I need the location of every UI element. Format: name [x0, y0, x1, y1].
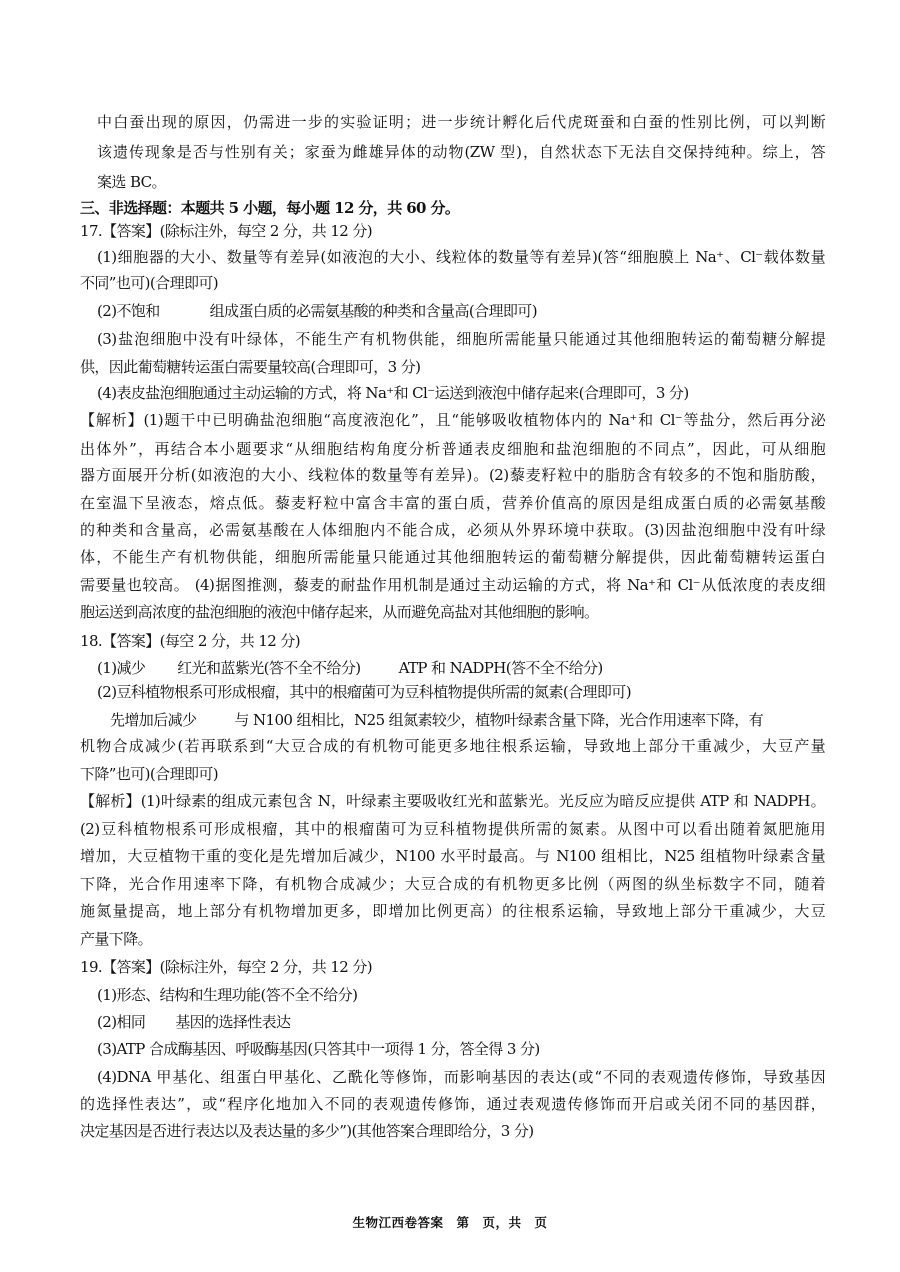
- section-heading: 三、非选择题：本题共 5 小题，每小题 12 分，共 60 分。: [80, 199, 460, 217]
- text-line: (1)细胞器的大小、数量等有差异(如液泡的大小、线粒体的数量等有差异)(答“细胞膜上 Na⁺、Cl⁻载体数量: [97, 248, 825, 266]
- analysis-line: 器方面展开分析(如液泡的大小、线粒体的数量等有差异)。(2)藜麦籽粒中的脂肪含有较多的不饱和脂肪酸，: [80, 466, 825, 484]
- answer-line: [97, 301, 537, 321]
- analysis-line: 体，不能生产有机物供能，细胞所需能量只能通过其他细胞转运的葡萄糖分解提供，因此葡萄糖转运蛋白: [80, 548, 825, 566]
- answer-blank: (2)相同: [97, 1013, 146, 1031]
- text-line: (4)表皮盐泡细胞通过主动运输的方式，将 Na⁺和 Cl⁻运送到液泡中储存起来(合理即可，3 分): [97, 384, 689, 402]
- page-footer: 生物江西卷答案 第 页，共 页: [352, 1215, 548, 1230]
- analysis-line: 胞运送到高浓度的盐泡细胞的液泡中储存起来，从而避免高盐对其他细胞的影响。: [80, 603, 599, 621]
- answer-blank: 红光和蓝紫光(答不全不给分): [177, 659, 361, 677]
- text-line: 的选择性表达”，或“程序化地加入不同的表观遗传修饰，通过表观遗传修饰而开启或关闭不同的基因群，: [80, 1095, 825, 1113]
- analysis-line: (2)豆科植物根系可形成根瘤，其中的根瘤菌可为豆科植物提供所需的氮素。从图中可以看出随着氮肥施用: [80, 820, 825, 838]
- text-line: (1)形态、结构和生理功能(答不全不给分): [97, 986, 358, 1004]
- answer-line: [97, 1012, 290, 1032]
- text-line: 供，因此葡萄糖转运蛋白需要量较高(合理即可，3 分): [80, 358, 421, 376]
- answer-blank: (1)减少: [97, 659, 146, 677]
- text-line: 案选 BC。: [97, 173, 166, 191]
- text-line: 不同”也可)(合理即可): [80, 274, 219, 292]
- answer-blank: 与 N100 组相比，N25 组氮素较少，植物叶绿素含量下降，光合作用速率下降，有: [234, 711, 764, 729]
- analysis-line: 的种类和含量高，必需氨基酸在人体细胞内不能合成，必须从外界环境中获取。(3)因盐泡细胞中没有叶绿: [80, 521, 825, 539]
- answer-blank: ATP 和 NADPH(答不全不给分): [398, 659, 603, 677]
- text-line: (4)DNA 甲基化、组蛋白甲基化、乙酰化等修饰，而影响基因的表达(或“不同的表观遗传修饰，导致基因: [97, 1068, 825, 1086]
- answer-blank: 基因的选择性表达: [175, 1013, 291, 1031]
- text-line: (2)豆科植物根系可形成根瘤，其中的根瘤菌可为豆科植物提供所需的氮素(合理即可): [97, 683, 631, 701]
- analysis-line: 施氮量提高，地上部分有机物增加更多，即增加比例更高）的往根系运输，导致地上部分干重减少，大豆: [80, 902, 825, 920]
- analysis-line: 【解析】(1)题干中已明确盐泡细胞“高度液泡化”，且“能够吸收植物体内的 Na⁺和 Cl⁻等盐分，然后再分泌: [80, 411, 825, 429]
- question-19-header: 19.【答案】(除标注外，每空 2 分，共 12 分): [80, 958, 373, 976]
- text-line: 下降”也可)(合理即可): [80, 765, 219, 783]
- text-line: (3)ATP 合成酶基因、呼吸酶基因(只答其中一项得 1 分，答全得 3 分): [97, 1040, 540, 1058]
- question-18-header: 18.【答案】(每空 2 分，共 12 分): [80, 632, 301, 650]
- question-17-header: 17.【答案】(除标注外，每空 2 分，共 12 分): [80, 222, 373, 240]
- text-line: 该遗传现象是否与性别有关；家蚕为雌雄异体的动物(ZW 型)，自然状态下无法自交保持纯种。综上，答: [97, 143, 825, 161]
- analysis-line: 【解析】(1)叶绿素的组成元素包含 N，叶绿素主要吸收红光和蓝紫光。光反应为暗反应提供 ATP 和 NADPH。: [80, 792, 825, 810]
- answer-blank: 组成蛋白质的必需氨基酸的种类和含量高(合理即可): [209, 302, 537, 320]
- answer-line: [97, 658, 603, 678]
- answer-line: [110, 710, 763, 730]
- text-line: (3)盐泡细胞中没有叶绿体，不能生产有机物供能，细胞所需能量只能通过其他细胞转运的葡萄糖分解提: [97, 330, 825, 348]
- analysis-line: 产量下降。: [80, 930, 153, 948]
- answer-blank: 先增加后减少: [110, 711, 197, 729]
- answer-blank: (2)不饱和: [97, 302, 160, 320]
- text-line: 决定基因是否进行表达以及表达量的多少”)(其他答案合理即给分，3 分): [80, 1122, 534, 1140]
- analysis-line: 在室温下呈液态，熔点低。藜麦籽粒中富含丰富的蛋白质，营养价值高的原因是组成蛋白质的必需氨基酸: [80, 494, 825, 512]
- analysis-line: 增加，大豆植物干重的变化是先增加后减少，N100 水平时最高。与 N100 组相比，N25 组植物叶绿素含量: [80, 847, 825, 865]
- text-line: 机物合成减少(若再联系到“大豆合成的有机物可能更多地往根系运输，导致地上部分干重减少，大豆产量: [80, 737, 825, 755]
- analysis-line: 需要量也较高。 (4)据图推测，藜麦的耐盐作用机制是通过主动运输的方式，将 Na⁺和 Cl⁻从低浓度的表皮细: [80, 576, 825, 594]
- analysis-line: 下降，光合作用速率下降，有机物合成减少；大豆合成的有机物更多比例（两图的纵坐标数字不同，随着: [80, 875, 825, 893]
- text-line: 中白蚕出现的原因，仍需进一步的实验证明；进一步统计孵化后代虎斑蚕和白蚕的性别比例，可以判断: [97, 113, 825, 131]
- analysis-line: 出体外”，再结合本小题要求“从细胞结构角度分析普通表皮细胞和盐泡细胞的不同点”，因此，可从细胞: [80, 440, 825, 458]
